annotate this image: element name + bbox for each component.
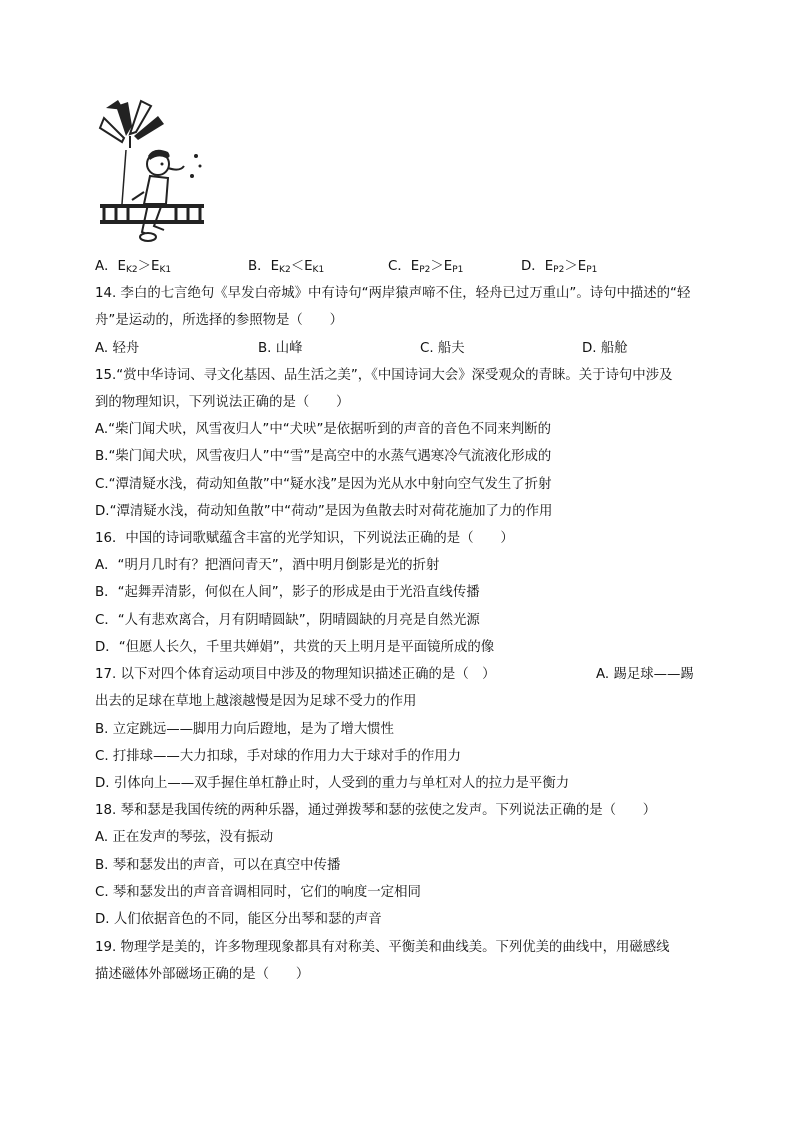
q13-option-a: A．$E_{K2}>E_{K1}$ [95, 259, 172, 275]
q13-option-c: C．$E_{P2}>E_{P1}$ [388, 259, 464, 275]
q14-stem-line2: 舟”是运动的，所选择的参照物是（ ） [95, 313, 343, 328]
q18-option-d: D. 人们依据音色的不同，能区分出琴和瑟的声音 [95, 912, 382, 927]
q16-option-a: A．“明月几时有？把酒问青天”，酒中明月倒影是光的折射 [95, 558, 440, 573]
q16-stem: 16．中国的诗词歌赋蕴含丰富的光学知识，下列说法正确的是（ ） [95, 531, 514, 546]
q18-option-b: B. 琴和瑟发出的声音，可以在真空中传播 [95, 858, 341, 873]
q17-option-a-part1: A. 踢足球——踢 [596, 667, 694, 682]
swing-illustration-icon [96, 96, 216, 246]
q19-stem-line2: 描述磁体外部磁场正确的是（ ） [95, 967, 310, 982]
q15-stem-line1: 15.“赏中华诗词、寻文化基因、品生活之美”，《中国诗词大会》深受观众的青睐。关于诗句中涉及 [95, 368, 673, 383]
q14-option-b: B. 山峰 [258, 341, 303, 356]
q16-option-b: B．“起舞弄清影，何似在人间”，影子的形成是由于光沿直线传播 [95, 585, 480, 600]
q18-option-a: A. 正在发声的琴弦，没有振动 [95, 830, 274, 845]
q19-stem-line1: 19. 物理学是美的，许多物理现象都具有对称美、平衡美和曲线美。下列优美的曲线中，用磁感线 [95, 940, 670, 955]
q14-option-a: A. 轻舟 [95, 341, 140, 356]
q14-option-c: C. 船夫 [420, 341, 465, 356]
q14-option-d: D. 船舱 [582, 341, 628, 356]
q16-option-d: D．“但愿人长久，千里共婵娟”，共赏的天上明月是平面镜所成的像 [95, 640, 495, 655]
q17-stem-line1: 17. 以下对四个体育运动项目中涉及的物理知识描述正确的是（ ） [95, 667, 496, 682]
q17-option-a-part2: 出去的足球在草地上越滚越慢是因为足球不受力的作用 [95, 694, 417, 709]
cartoon-swing-figure [96, 96, 216, 246]
q15-stem-line2: 到的物理知识，下列说法正确的是（ ） [95, 395, 350, 410]
q17-option-b: B. 立定跳远——脚用力向后蹬地，是为了增大惯性 [95, 722, 394, 737]
q13-option-b: B．$E_{K2}<E_{K1}$ [248, 259, 325, 275]
q15-option-c: C.“潭清疑水浅，荷动知鱼散”中“疑水浅”是因为光从水中射向空气发生了折射 [95, 477, 552, 492]
q17-option-c: C. 打排球——大力扣球，手对球的作用力大于球对手的作用力 [95, 749, 462, 764]
q16-option-c: C．“人有悲欢离合，月有阴晴圆缺”，阴晴圆缺的月亮是自然光源 [95, 613, 480, 628]
q15-option-b: B.“柴门闻犬吠，风雪夜归人”中“雪”是高空中的水蒸气遇寒冷气流液化形成的 [95, 449, 552, 464]
q15-option-a: A.“柴门闻犬吠，风雪夜归人”中“犬吠”是依据听到的声音的音色不同来判断的 [95, 422, 552, 437]
q17-option-d: D. 引体向上——双手握住单杠静止时，人受到的重力与单杠对人的拉力是平衡力 [95, 776, 570, 791]
q18-stem: 18. 琴和瑟是我国传统的两种乐器，通过弹拨琴和瑟的弦使之发声。下列说法正确的是（ ） [95, 803, 657, 818]
q15-option-d: D.“潭清疑水浅，荷动知鱼散”中“荷动”是因为鱼散去时对荷花施加了力的作用 [95, 504, 553, 519]
q14-stem-line1: 14. 李白的七言绝句《早发白帝城》中有诗句“两岸猿声啼不住，轻舟已过万重山”。诗句中描述的“轻 [95, 286, 691, 301]
q13-option-d: D．$E_{P2}>E_{P1}$ [521, 259, 598, 275]
q18-option-c: C. 琴和瑟发出的声音音调相同时，它们的响度一定相同 [95, 885, 421, 900]
